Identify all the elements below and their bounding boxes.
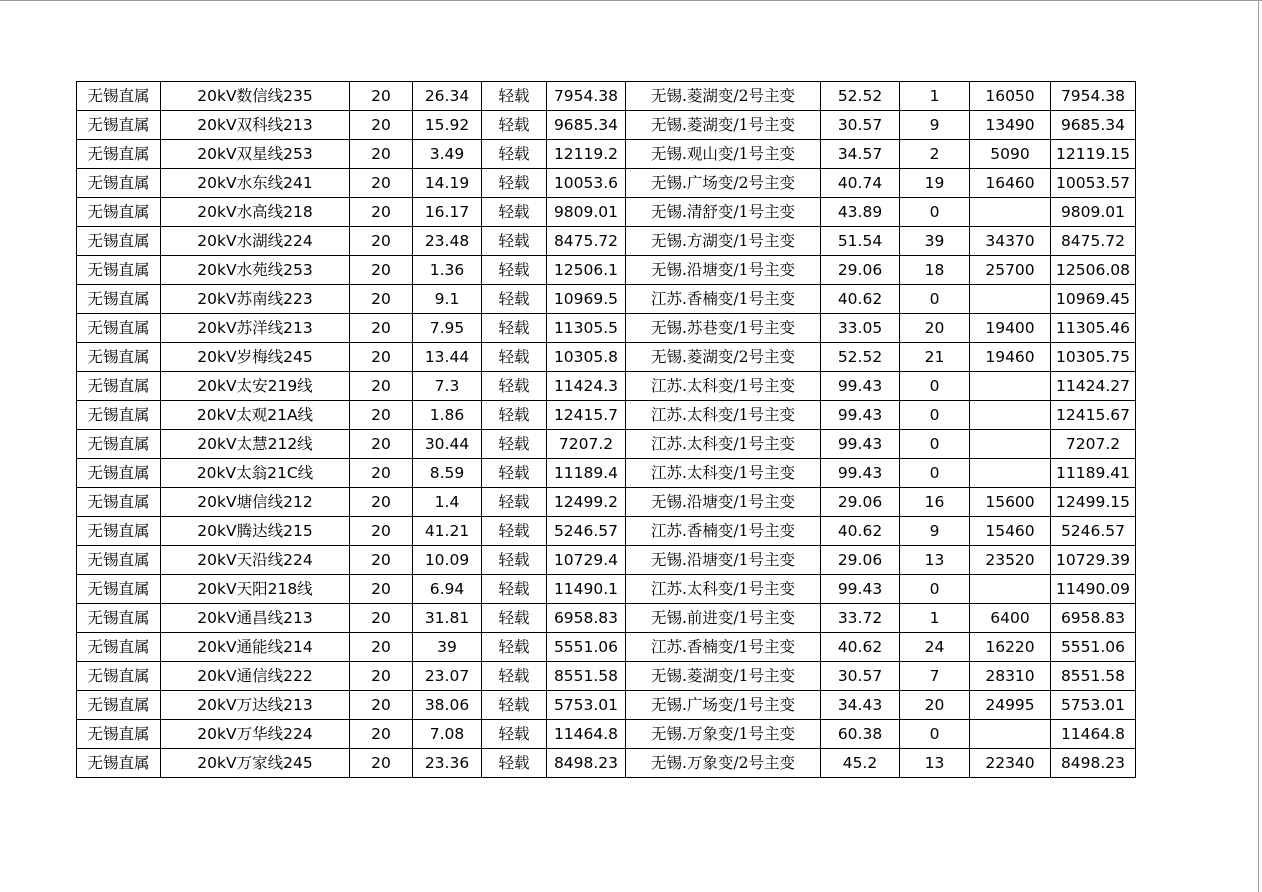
- cell-load-status: 轻载: [482, 662, 547, 691]
- cell-available-capacity: 8475.72: [1051, 227, 1136, 256]
- cell-load-rate: 14.19: [413, 169, 482, 198]
- cell-load-status: 轻载: [482, 314, 547, 343]
- cell-line-name: 20kV万家线245: [161, 749, 350, 778]
- cell-user-count: 0: [900, 720, 970, 749]
- cell-available-capacity: 6958.83: [1051, 604, 1136, 633]
- cell-company: 无锡直属: [77, 111, 161, 140]
- cell-user-capacity: 19400: [970, 314, 1051, 343]
- table-row: [77, 82, 1136, 111]
- cell-transformer-load-rate: 45.2: [821, 749, 900, 778]
- cell-load-rate: 31.81: [413, 604, 482, 633]
- cell-voltage: 20: [350, 372, 413, 401]
- table-row: [77, 546, 1136, 575]
- cell-company: 无锡直属: [77, 517, 161, 546]
- table-row: [77, 662, 1136, 691]
- cell-remaining-capacity: 8475.72: [547, 227, 626, 256]
- cell-user-capacity: [970, 372, 1051, 401]
- cell-voltage: 20: [350, 169, 413, 198]
- cell-company: 无锡直属: [77, 633, 161, 662]
- cell-line-name: 20kV通信线222: [161, 662, 350, 691]
- cell-transformer: 江苏.太科变/1号主变: [626, 459, 821, 488]
- cell-load-rate: 13.44: [413, 343, 482, 372]
- cell-user-capacity: 23520: [970, 546, 1051, 575]
- cell-line-name: 20kV双科线213: [161, 111, 350, 140]
- cell-voltage: 20: [350, 401, 413, 430]
- cell-line-name: 20kV苏南线223: [161, 285, 350, 314]
- cell-voltage: 20: [350, 227, 413, 256]
- cell-transformer-load-rate: 40.74: [821, 169, 900, 198]
- cell-remaining-capacity: 12506.1: [547, 256, 626, 285]
- cell-remaining-capacity: 12415.7: [547, 401, 626, 430]
- cell-user-capacity: 15460: [970, 517, 1051, 546]
- cell-company: 无锡直属: [77, 256, 161, 285]
- cell-line-name: 20kV塘信线212: [161, 488, 350, 517]
- cell-remaining-capacity: 10053.6: [547, 169, 626, 198]
- cell-remaining-capacity: 12499.2: [547, 488, 626, 517]
- cell-transformer: 无锡.沿塘变/1号主变: [626, 488, 821, 517]
- cell-line-name: 20kV太翁21C线: [161, 459, 350, 488]
- cell-remaining-capacity: 11490.1: [547, 575, 626, 604]
- cell-load-status: 轻载: [482, 140, 547, 169]
- cell-available-capacity: 12119.15: [1051, 140, 1136, 169]
- cell-load-rate: 23.07: [413, 662, 482, 691]
- cell-line-name: 20kV太安219线: [161, 372, 350, 401]
- cell-load-rate: 9.1: [413, 285, 482, 314]
- cell-load-status: 轻载: [482, 227, 547, 256]
- cell-voltage: 20: [350, 140, 413, 169]
- cell-load-status: 轻载: [482, 546, 547, 575]
- table-row: [77, 401, 1136, 430]
- table-row: [77, 749, 1136, 778]
- cell-user-count: 0: [900, 372, 970, 401]
- cell-user-capacity: 19460: [970, 343, 1051, 372]
- cell-remaining-capacity: 10969.5: [547, 285, 626, 314]
- cell-user-count: 9: [900, 111, 970, 140]
- cell-transformer: 无锡.苏巷变/1号主变: [626, 314, 821, 343]
- table-row: [77, 111, 1136, 140]
- cell-transformer: 无锡.沿塘变/1号主变: [626, 256, 821, 285]
- cell-remaining-capacity: 5551.06: [547, 633, 626, 662]
- cell-user-capacity: 16460: [970, 169, 1051, 198]
- cell-user-count: 0: [900, 575, 970, 604]
- table-row: [77, 459, 1136, 488]
- table-row: [77, 372, 1136, 401]
- cell-transformer-load-rate: 30.57: [821, 111, 900, 140]
- cell-load-status: 轻载: [482, 372, 547, 401]
- cell-load-rate: 7.3: [413, 372, 482, 401]
- cell-voltage: 20: [350, 517, 413, 546]
- cell-available-capacity: 9685.34: [1051, 111, 1136, 140]
- cell-user-count: 13: [900, 546, 970, 575]
- cell-company: 无锡直属: [77, 604, 161, 633]
- cell-available-capacity: 11490.09: [1051, 575, 1136, 604]
- page-right-edge: [1258, 0, 1259, 892]
- cell-transformer: 无锡.菱湖变/2号主变: [626, 82, 821, 111]
- cell-user-capacity: 24995: [970, 691, 1051, 720]
- page-top-edge: [0, 0, 1262, 1]
- cell-line-name: 20kV通昌线213: [161, 604, 350, 633]
- cell-remaining-capacity: 10729.4: [547, 546, 626, 575]
- cell-load-status: 轻载: [482, 256, 547, 285]
- cell-line-name: 20kV天沿线224: [161, 546, 350, 575]
- cell-user-count: 1: [900, 604, 970, 633]
- cell-user-capacity: 16050: [970, 82, 1051, 111]
- table-body: [77, 82, 1136, 778]
- cell-load-status: 轻载: [482, 430, 547, 459]
- cell-load-status: 轻载: [482, 749, 547, 778]
- cell-transformer: 江苏.太科变/1号主变: [626, 575, 821, 604]
- cell-company: 无锡直属: [77, 227, 161, 256]
- cell-voltage: 20: [350, 604, 413, 633]
- cell-transformer: 江苏.太科变/1号主变: [626, 372, 821, 401]
- cell-transformer: 无锡.广场变/2号主变: [626, 169, 821, 198]
- cell-load-rate: 30.44: [413, 430, 482, 459]
- cell-load-rate: 7.08: [413, 720, 482, 749]
- table-row: [77, 285, 1136, 314]
- cell-user-capacity: [970, 198, 1051, 227]
- cell-transformer: 无锡.方湖变/1号主变: [626, 227, 821, 256]
- cell-transformer: 无锡.清舒变/1号主变: [626, 198, 821, 227]
- cell-remaining-capacity: 7954.38: [547, 82, 626, 111]
- cell-user-count: 39: [900, 227, 970, 256]
- cell-line-name: 20kV水高线218: [161, 198, 350, 227]
- cell-transformer-load-rate: 52.52: [821, 343, 900, 372]
- cell-line-name: 20kV太慧212线: [161, 430, 350, 459]
- cell-available-capacity: 10729.39: [1051, 546, 1136, 575]
- cell-company: 无锡直属: [77, 488, 161, 517]
- cell-transformer-load-rate: 40.62: [821, 285, 900, 314]
- cell-transformer-load-rate: 40.62: [821, 517, 900, 546]
- cell-available-capacity: 5246.57: [1051, 517, 1136, 546]
- cell-remaining-capacity: 12119.2: [547, 140, 626, 169]
- cell-line-name: 20kV水苑线253: [161, 256, 350, 285]
- cell-user-capacity: [970, 720, 1051, 749]
- cell-load-rate: 38.06: [413, 691, 482, 720]
- cell-load-rate: 26.34: [413, 82, 482, 111]
- cell-company: 无锡直属: [77, 314, 161, 343]
- cell-load-status: 轻载: [482, 111, 547, 140]
- cell-transformer: 江苏.太科变/1号主变: [626, 430, 821, 459]
- cell-load-rate: 23.36: [413, 749, 482, 778]
- table-row: [77, 430, 1136, 459]
- cell-available-capacity: 12415.67: [1051, 401, 1136, 430]
- cell-available-capacity: 11189.41: [1051, 459, 1136, 488]
- cell-transformer: 无锡.万象变/1号主变: [626, 720, 821, 749]
- cell-load-status: 轻载: [482, 169, 547, 198]
- cell-remaining-capacity: 7207.2: [547, 430, 626, 459]
- cell-user-capacity: 25700: [970, 256, 1051, 285]
- cell-available-capacity: 11305.46: [1051, 314, 1136, 343]
- cell-user-count: 0: [900, 430, 970, 459]
- cell-load-status: 轻载: [482, 633, 547, 662]
- cell-user-count: 20: [900, 314, 970, 343]
- cell-load-status: 轻载: [482, 459, 547, 488]
- cell-line-name: 20kV岁梅线245: [161, 343, 350, 372]
- cell-company: 无锡直属: [77, 401, 161, 430]
- cell-available-capacity: 7954.38: [1051, 82, 1136, 111]
- cell-voltage: 20: [350, 82, 413, 111]
- cell-company: 无锡直属: [77, 169, 161, 198]
- cell-company: 无锡直属: [77, 372, 161, 401]
- table-row: [77, 604, 1136, 633]
- cell-company: 无锡直属: [77, 430, 161, 459]
- cell-load-status: 轻载: [482, 401, 547, 430]
- cell-transformer-load-rate: 34.43: [821, 691, 900, 720]
- cell-transformer: 无锡.菱湖变/1号主变: [626, 111, 821, 140]
- cell-user-capacity: 34370: [970, 227, 1051, 256]
- cell-remaining-capacity: 8551.58: [547, 662, 626, 691]
- cell-transformer-load-rate: 33.72: [821, 604, 900, 633]
- cell-voltage: 20: [350, 459, 413, 488]
- cell-transformer-load-rate: 43.89: [821, 198, 900, 227]
- cell-voltage: 20: [350, 575, 413, 604]
- cell-transformer: 无锡.菱湖变/1号主变: [626, 662, 821, 691]
- cell-line-name: 20kV万华线224: [161, 720, 350, 749]
- table-row: [77, 488, 1136, 517]
- cell-company: 无锡直属: [77, 343, 161, 372]
- cell-voltage: 20: [350, 111, 413, 140]
- table-row: [77, 720, 1136, 749]
- cell-user-count: 18: [900, 256, 970, 285]
- cell-voltage: 20: [350, 256, 413, 285]
- cell-transformer: 无锡.菱湖变/2号主变: [626, 343, 821, 372]
- table-row: [77, 343, 1136, 372]
- cell-company: 无锡直属: [77, 198, 161, 227]
- table-row: [77, 227, 1136, 256]
- cell-user-count: 9: [900, 517, 970, 546]
- cell-remaining-capacity: 11305.5: [547, 314, 626, 343]
- cell-remaining-capacity: 6958.83: [547, 604, 626, 633]
- cell-transformer: 无锡.前进变/1号主变: [626, 604, 821, 633]
- cell-user-count: 0: [900, 285, 970, 314]
- cell-transformer: 无锡.观山变/1号主变: [626, 140, 821, 169]
- cell-remaining-capacity: 10305.8: [547, 343, 626, 372]
- cell-company: 无锡直属: [77, 459, 161, 488]
- cell-user-capacity: 16220: [970, 633, 1051, 662]
- cell-load-rate: 10.09: [413, 546, 482, 575]
- cell-transformer-load-rate: 30.57: [821, 662, 900, 691]
- cell-company: 无锡直属: [77, 546, 161, 575]
- cell-voltage: 20: [350, 546, 413, 575]
- cell-remaining-capacity: 8498.23: [547, 749, 626, 778]
- cell-user-count: 1: [900, 82, 970, 111]
- cell-user-capacity: [970, 575, 1051, 604]
- cell-user-count: 2: [900, 140, 970, 169]
- cell-available-capacity: 7207.2: [1051, 430, 1136, 459]
- cell-load-rate: 7.95: [413, 314, 482, 343]
- cell-available-capacity: 9809.01: [1051, 198, 1136, 227]
- cell-voltage: 20: [350, 430, 413, 459]
- cell-load-status: 轻载: [482, 343, 547, 372]
- cell-transformer-load-rate: 99.43: [821, 401, 900, 430]
- cell-load-status: 轻载: [482, 691, 547, 720]
- cell-line-name: 20kV万达线213: [161, 691, 350, 720]
- cell-user-count: 16: [900, 488, 970, 517]
- cell-load-rate: 3.49: [413, 140, 482, 169]
- cell-load-status: 轻载: [482, 488, 547, 517]
- cell-voltage: 20: [350, 314, 413, 343]
- cell-load-rate: 1.86: [413, 401, 482, 430]
- cell-load-rate: 41.21: [413, 517, 482, 546]
- cell-remaining-capacity: 11189.4: [547, 459, 626, 488]
- cell-load-status: 轻载: [482, 604, 547, 633]
- cell-transformer: 江苏.太科变/1号主变: [626, 401, 821, 430]
- cell-user-count: 13: [900, 749, 970, 778]
- cell-transformer: 无锡.广场变/1号主变: [626, 691, 821, 720]
- cell-voltage: 20: [350, 749, 413, 778]
- cell-available-capacity: 8498.23: [1051, 749, 1136, 778]
- cell-user-count: 0: [900, 459, 970, 488]
- cell-remaining-capacity: 9685.34: [547, 111, 626, 140]
- cell-available-capacity: 5551.06: [1051, 633, 1136, 662]
- cell-line-name: 20kV数信线235: [161, 82, 350, 111]
- cell-voltage: 20: [350, 343, 413, 372]
- table-row: [77, 198, 1136, 227]
- cell-load-status: 轻载: [482, 720, 547, 749]
- cell-user-capacity: 15600: [970, 488, 1051, 517]
- table-row: [77, 169, 1136, 198]
- cell-line-name: 20kV水湖线224: [161, 227, 350, 256]
- table-row: [77, 633, 1136, 662]
- cell-remaining-capacity: 5753.01: [547, 691, 626, 720]
- cell-user-count: 24: [900, 633, 970, 662]
- cell-remaining-capacity: 5246.57: [547, 517, 626, 546]
- cell-transformer: 江苏.香楠变/1号主变: [626, 285, 821, 314]
- cell-line-name: 20kV天阳218线: [161, 575, 350, 604]
- cell-line-name: 20kV水东线241: [161, 169, 350, 198]
- cell-load-rate: 1.4: [413, 488, 482, 517]
- cell-user-count: 21: [900, 343, 970, 372]
- cell-transformer-load-rate: 60.38: [821, 720, 900, 749]
- table-row: [77, 314, 1136, 343]
- cell-line-name: 20kV苏洋线213: [161, 314, 350, 343]
- cell-transformer-load-rate: 29.06: [821, 488, 900, 517]
- cell-company: 无锡直属: [77, 575, 161, 604]
- cell-load-rate: 15.92: [413, 111, 482, 140]
- cell-transformer-load-rate: 99.43: [821, 430, 900, 459]
- cell-transformer-load-rate: 29.06: [821, 256, 900, 285]
- cell-voltage: 20: [350, 691, 413, 720]
- cell-load-status: 轻载: [482, 198, 547, 227]
- cell-voltage: 20: [350, 633, 413, 662]
- cell-transformer: 江苏.香楠变/1号主变: [626, 517, 821, 546]
- cell-line-name: 20kV腾达线215: [161, 517, 350, 546]
- table-row: [77, 575, 1136, 604]
- cell-transformer-load-rate: 99.43: [821, 575, 900, 604]
- cell-remaining-capacity: 11464.8: [547, 720, 626, 749]
- cell-transformer-load-rate: 99.43: [821, 459, 900, 488]
- cell-transformer-load-rate: 33.05: [821, 314, 900, 343]
- cell-available-capacity: 8551.58: [1051, 662, 1136, 691]
- cell-available-capacity: 11424.27: [1051, 372, 1136, 401]
- cell-remaining-capacity: 9809.01: [547, 198, 626, 227]
- cell-load-status: 轻载: [482, 517, 547, 546]
- cell-line-name: 20kV太观21A线: [161, 401, 350, 430]
- cell-available-capacity: 5753.01: [1051, 691, 1136, 720]
- cell-load-rate: 39: [413, 633, 482, 662]
- cell-available-capacity: 10305.75: [1051, 343, 1136, 372]
- cell-user-count: 7: [900, 662, 970, 691]
- cell-available-capacity: 10053.57: [1051, 169, 1136, 198]
- cell-load-status: 轻载: [482, 82, 547, 111]
- cell-company: 无锡直属: [77, 720, 161, 749]
- cell-user-count: 0: [900, 401, 970, 430]
- cell-user-count: 20: [900, 691, 970, 720]
- cell-voltage: 20: [350, 198, 413, 227]
- cell-user-count: 19: [900, 169, 970, 198]
- cell-user-capacity: [970, 285, 1051, 314]
- cell-transformer-load-rate: 34.57: [821, 140, 900, 169]
- cell-transformer-load-rate: 99.43: [821, 372, 900, 401]
- table-row: [77, 691, 1136, 720]
- cell-transformer-load-rate: 40.62: [821, 633, 900, 662]
- cell-user-count: 0: [900, 198, 970, 227]
- cell-load-status: 轻载: [482, 575, 547, 604]
- cell-load-status: 轻载: [482, 285, 547, 314]
- cell-load-rate: 8.59: [413, 459, 482, 488]
- cell-company: 无锡直属: [77, 749, 161, 778]
- cell-line-name: 20kV双星线253: [161, 140, 350, 169]
- table-row: [77, 517, 1136, 546]
- cell-user-capacity: [970, 459, 1051, 488]
- cell-load-rate: 6.94: [413, 575, 482, 604]
- cell-user-capacity: 22340: [970, 749, 1051, 778]
- cell-company: 无锡直属: [77, 140, 161, 169]
- cell-user-capacity: [970, 430, 1051, 459]
- feeder-load-table: [76, 81, 1136, 778]
- cell-company: 无锡直属: [77, 662, 161, 691]
- cell-voltage: 20: [350, 720, 413, 749]
- cell-line-name: 20kV通能线214: [161, 633, 350, 662]
- cell-voltage: 20: [350, 662, 413, 691]
- cell-available-capacity: 10969.45: [1051, 285, 1136, 314]
- cell-load-rate: 16.17: [413, 198, 482, 227]
- cell-company: 无锡直属: [77, 691, 161, 720]
- cell-company: 无锡直属: [77, 285, 161, 314]
- cell-transformer: 无锡.万象变/2号主变: [626, 749, 821, 778]
- cell-voltage: 20: [350, 285, 413, 314]
- cell-user-capacity: 5090: [970, 140, 1051, 169]
- cell-available-capacity: 12499.15: [1051, 488, 1136, 517]
- cell-transformer-load-rate: 29.06: [821, 546, 900, 575]
- cell-available-capacity: 11464.8: [1051, 720, 1136, 749]
- cell-transformer-load-rate: 52.52: [821, 82, 900, 111]
- cell-remaining-capacity: 11424.3: [547, 372, 626, 401]
- cell-company: 无锡直属: [77, 82, 161, 111]
- table-row: [77, 140, 1136, 169]
- cell-voltage: 20: [350, 488, 413, 517]
- cell-user-capacity: 28310: [970, 662, 1051, 691]
- cell-load-rate: 23.48: [413, 227, 482, 256]
- cell-transformer-load-rate: 51.54: [821, 227, 900, 256]
- cell-user-capacity: 13490: [970, 111, 1051, 140]
- cell-transformer: 江苏.香楠变/1号主变: [626, 633, 821, 662]
- cell-user-capacity: [970, 401, 1051, 430]
- cell-available-capacity: 12506.08: [1051, 256, 1136, 285]
- cell-transformer: 无锡.沿塘变/1号主变: [626, 546, 821, 575]
- table-row: [77, 256, 1136, 285]
- cell-user-capacity: 6400: [970, 604, 1051, 633]
- cell-load-rate: 1.36: [413, 256, 482, 285]
